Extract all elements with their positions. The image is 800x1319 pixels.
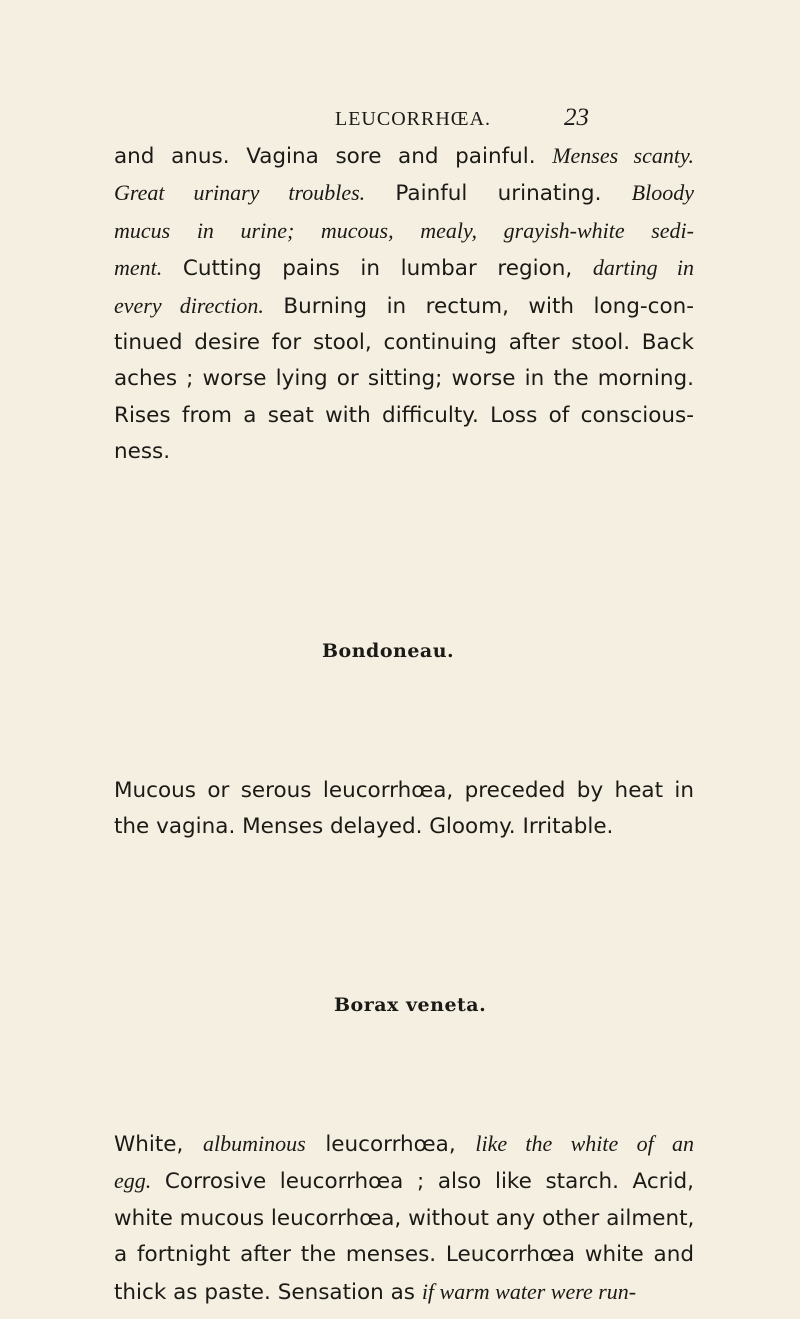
text-line bbox=[114, 361, 694, 397]
italic-run: albuminous bbox=[203, 1131, 306, 1156]
italic-run: mucus in urine; mucous, mealy, grayish-white sedi- bbox=[114, 217, 694, 243]
text-line bbox=[114, 398, 694, 434]
text-run: aches ; worse lying or sitting; worse in the morning. bbox=[114, 366, 694, 392]
text-run: white mucous leucorrhœa, without any other ailment, bbox=[114, 1205, 695, 1231]
italic-run: egg. bbox=[114, 1168, 152, 1194]
text-line bbox=[114, 138, 694, 175]
italic-run: Menses scanty. bbox=[552, 143, 694, 168]
paragraph-bondoneau bbox=[114, 773, 694, 846]
remedy-heading-borax-veneta: Borax veneta. bbox=[334, 994, 487, 1016]
text-line bbox=[114, 809, 694, 845]
text-line bbox=[114, 175, 694, 212]
paragraph-continuation bbox=[114, 138, 694, 471]
text-run: ness. bbox=[114, 439, 171, 465]
italic-run: ment. bbox=[114, 255, 163, 281]
text-line bbox=[114, 1126, 694, 1163]
page-number: 23 bbox=[564, 104, 589, 131]
text-line bbox=[114, 1237, 694, 1273]
text-line bbox=[114, 1201, 694, 1237]
text-line bbox=[114, 250, 694, 287]
italic-run: Great urinary troubles. bbox=[114, 180, 366, 206]
italic-run: darting in bbox=[592, 255, 695, 281]
text-run: tinued desire for stool, continuing after stool. Back bbox=[114, 330, 694, 356]
text-line bbox=[114, 773, 694, 809]
text-run: Corrosive leucorrhœa ; also like starch. Acrid, bbox=[151, 1169, 694, 1195]
text-run: Rises from a seat with difficulty. Loss of conscious- bbox=[114, 402, 694, 428]
text-line bbox=[114, 1274, 694, 1311]
remedy-heading-bondoneau: Bondoneau. bbox=[322, 640, 455, 662]
italic-run: if warm water were run- bbox=[421, 1278, 637, 1304]
text-run: leucorrhœa, bbox=[305, 1132, 476, 1157]
text-run: Burning in rectum, with long-con- bbox=[263, 293, 694, 319]
text-line bbox=[114, 434, 694, 470]
running-head: LEUCORRHŒA. bbox=[335, 108, 492, 130]
text-line bbox=[114, 213, 694, 250]
text-run: the vagina. Menses delayed. Gloomy. Irritable. bbox=[114, 814, 614, 840]
italic-run: Bloody bbox=[631, 180, 694, 206]
paragraph-borax-veneta bbox=[114, 1126, 694, 1311]
text-run: thick as paste. Sensation as bbox=[114, 1279, 422, 1305]
text-run: Mucous or serous leucorrhœa, preceded by heat in bbox=[114, 778, 694, 803]
text-run: White, bbox=[114, 1132, 203, 1157]
text-run: a fortnight after the menses. Leucorrhœa white and bbox=[114, 1242, 694, 1268]
text-run: Painful urinating. bbox=[365, 181, 632, 207]
text-line bbox=[114, 1163, 694, 1200]
italic-run: every direction. bbox=[114, 292, 264, 318]
text-run: Cutting pains in lumbar region, bbox=[162, 256, 593, 282]
text-line bbox=[114, 325, 694, 361]
text-run: and anus. Vagina sore and painful. bbox=[114, 144, 553, 169]
italic-run: like the white of an bbox=[475, 1131, 694, 1156]
text-line bbox=[114, 288, 694, 325]
